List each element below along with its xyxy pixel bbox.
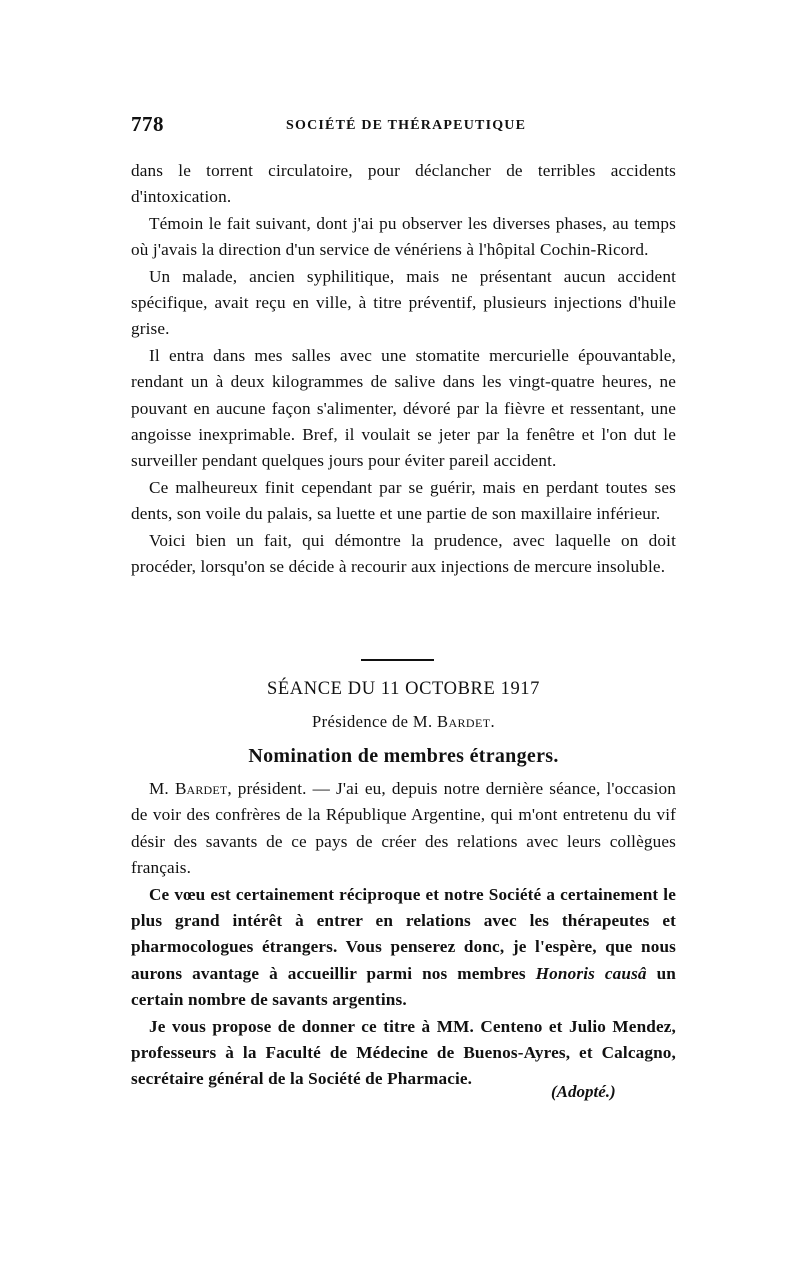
presidence-prefix: Présidence de M. — [312, 712, 433, 731]
speaker-text: , président. — J'ai eu, depuis notre dernière séance, l'occasion de voir des confrères de la République Argentine, qui m'ont entretenu du vif désir des savants de ce pays de créer des relations avec leurs collègues français. — [131, 779, 676, 878]
paragraph: Un malade, ancien syphilitique, mais ne présentant aucun accident spécifique, avait reçu en ville, à titre préventif, plusieurs injections d'huile grise. — [131, 266, 676, 339]
presidence-suffix: . — [490, 712, 495, 731]
paragraph: Ce malheureux finit cependant par se guérir, mais en perdant toutes ses dents, son voile du palais, sa luette et une partie de son maxillaire inférieur. — [131, 477, 676, 524]
paragraph: dans le torrent circulatoire, pour déclancher de terribles accidents d'intoxication. — [131, 161, 676, 207]
speaker-prefix: M. — [149, 779, 169, 798]
latin-phrase: Honoris causâ — [535, 963, 647, 983]
session-title: SÉANCE DU 11 OCTOBRE 1917 — [267, 679, 540, 699]
paragraph — [131, 882, 676, 1014]
paragraph-text: Ce vœu est certainement réciproque et notre Société a certainement le plus grand intérêt à entrer en relations avec les thérapeutes et pharmocologues étrangers. Vous penserez donc, je l'espère, que nous aurons avantage à accueillir parmi nos membres — [131, 884, 676, 983]
section-heading: Nomination de membres étrangers. — [248, 745, 559, 767]
paragraph-text: un certain nombre de savants argentins. — [131, 963, 676, 1010]
body-text — [131, 158, 676, 581]
adopted-note: (Adopté.) — [551, 1082, 616, 1101]
page-number: 778 — [131, 112, 164, 136]
running-title: SOCIÉTÉ DE THÉRAPEUTIQUE — [286, 118, 527, 133]
paragraph: Il entra dans mes salles avec une stomatite mercurielle épouvantable, rendant un à deux kilogrammes de salive dans les vingt-quatre heures, ne pouvant en aucune façon s'alimenter, dévoré par la fièvre et ressentant, une angoisse inexprimable. Bref, il voulait se jeter par la fenêtre et l'on dut le surveiller pendant quelques jours pour éviter pareil accident. — [131, 345, 676, 471]
paragraph: Témoin le fait suivant, dont j'ai pu observer les diverses phases, au temps où j'avais la direction d'un service de vénériens à l'hôpital Cochin-Ricord. — [131, 213, 676, 260]
speaker-name: Bardet — [174, 779, 228, 798]
paragraph: Voici bien un fait, qui démontre la prudence, avec laquelle on doit procéder, lorsqu'on se décide à recourir aux injections de mercure insoluble. — [131, 530, 676, 577]
paragraph: Je vous propose de donner ce titre à MM. Centeno et Julio Mendez, professeurs à la Faculté de Médecine de Buenos-Ayres, et Calcagno, secrétaire général de la Société de Pharmacie. — [131, 1016, 676, 1089]
president-name: Bardet — [437, 712, 491, 731]
page-header — [131, 112, 676, 138]
section-divider — [361, 659, 434, 661]
section-body — [131, 776, 676, 1093]
presidence-line — [131, 712, 676, 732]
paragraph — [131, 776, 676, 882]
